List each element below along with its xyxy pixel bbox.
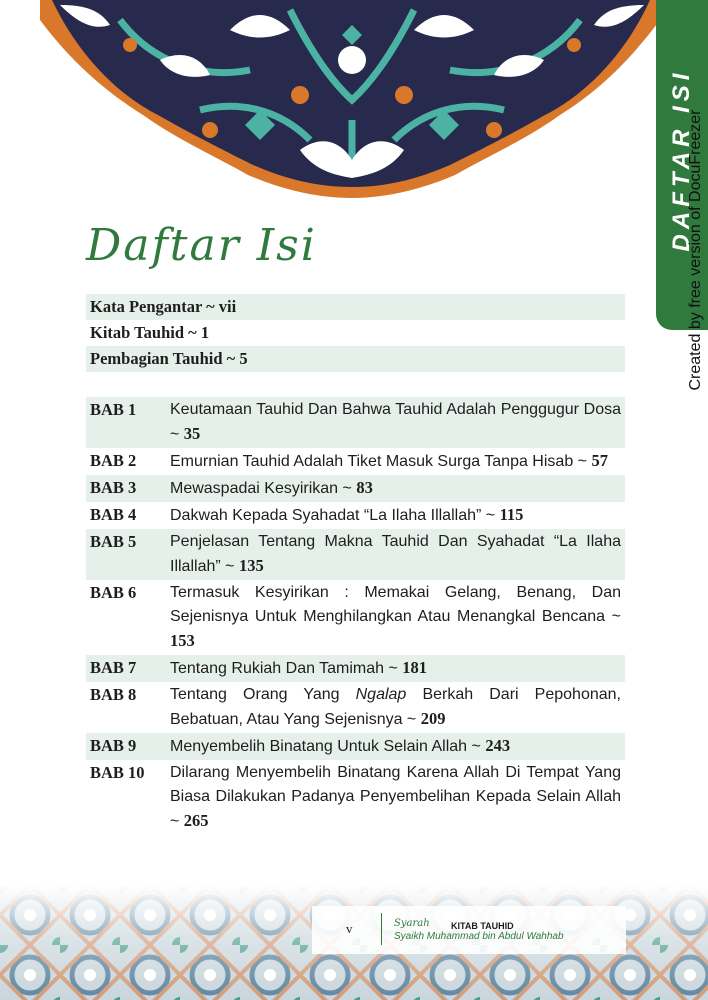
chapter-title: Dakwah Kepada Syahadat “La Ilaha Illallah” ~ 115: [170, 505, 524, 524]
chapter-label: BAB 3: [90, 478, 137, 497]
chapter-label: BAB 2: [90, 451, 137, 470]
chapter-title: Dilarang Menyembelih Binatang Karena Allah Di Tempat Yang Biasa Dilakukan Padanya Penyembelihan Kepada Selain Allah ~ 265: [170, 764, 621, 830]
toc-entry-kitab-tauhid[interactable]: [86, 320, 625, 346]
chapter-title: Termasuk Kesyirikan : Memakai Gelang, Benang, Dan Sejenisnya Untuk Menghilangkan Atau Menangkal Bencana ~ 153: [170, 584, 621, 650]
toc-chapter-bab-1[interactable]: [86, 397, 625, 448]
watermark-text: Created by free version of DocuFreezer: [687, 109, 704, 391]
chapter-label: BAB 10: [90, 763, 145, 782]
toc-entry-kata-pengantar[interactable]: [86, 294, 625, 320]
chapter-label: BAB 1: [90, 400, 137, 419]
toc-entry-pembagian-tauhid[interactable]: [86, 346, 625, 372]
chapter-label: BAB 6: [90, 583, 137, 602]
chapter-page: 115: [499, 505, 524, 524]
footer-divider: [381, 913, 382, 945]
chapter-title: Tentang Orang Yang Ngalap Berkah Dari Pepohonan, Bebatuan, Atau Yang Sejenisnya ~ 209: [170, 686, 621, 728]
toc-chapter-bab-4[interactable]: [86, 502, 625, 529]
chapter-label: BAB 9: [90, 736, 137, 755]
toc-entry-label: Kitab Tauhid ~ 1: [90, 323, 210, 342]
table-of-contents: [86, 294, 625, 835]
chapter-page: 35: [183, 424, 201, 443]
chapter-title: Keutamaan Tauhid Dan Bahwa Tauhid Adalah Penggugur Dosa ~ 35: [170, 401, 621, 443]
footer-author: Syaikh Muhammad bin Abdul Wahhab: [394, 931, 564, 942]
chapter-page: 209: [420, 709, 446, 728]
toc-spacer: [86, 372, 625, 397]
chapter-page: 181: [402, 658, 428, 677]
side-tab-label: DAFTAR ISI: [668, 68, 695, 252]
toc-chapter-bab-6[interactable]: [86, 580, 625, 655]
toc-chapter-bab-2[interactable]: [86, 448, 625, 475]
chapter-page: 243: [485, 736, 511, 755]
footer-book-title: KITAB TAUHID: [451, 921, 514, 931]
toc-entry-label: Pembagian Tauhid ~ 5: [90, 349, 248, 368]
chapter-title: Tentang Rukiah Dan Tamimah ~ 181: [170, 658, 428, 677]
toc-entry-label: Kata Pengantar ~ vii: [90, 297, 237, 316]
footer-brand: Syarah: [394, 918, 430, 929]
chapter-label: BAB 7: [90, 658, 137, 677]
toc-chapter-bab-3[interactable]: [86, 475, 625, 502]
chapter-title: Menyembelih Binatang Untuk Selain Allah ~ 243: [170, 736, 511, 755]
page-heading: Daftar Isi: [86, 220, 317, 271]
chapter-title: Emurnian Tauhid Adalah Tiket Masuk Surga Tanpa Hisab ~ 57: [170, 451, 608, 470]
chapter-page: 135: [238, 556, 264, 575]
chapter-label: BAB 4: [90, 505, 137, 524]
arabesque-ornament-top-icon: [0, 0, 660, 200]
toc-chapter-bab-5[interactable]: [86, 529, 625, 580]
chapter-page: 153: [170, 631, 195, 650]
chapter-title: Mewaspadai Kesyirikan ~ 83: [170, 478, 373, 497]
chapter-label: BAB 8: [90, 685, 137, 704]
page-number: v: [346, 921, 353, 936]
toc-chapter-bab-10[interactable]: [86, 760, 625, 835]
chapter-label: BAB 5: [90, 532, 137, 551]
chapter-page: 83: [356, 478, 373, 497]
toc-chapter-bab-7[interactable]: [86, 655, 625, 682]
chapter-title: Penjelasan Tentang Makna Tauhid Dan Syahadat “La Ilaha Illallah” ~ 135: [170, 533, 621, 575]
chapter-page: 265: [183, 811, 209, 830]
toc-chapter-bab-9[interactable]: [86, 733, 625, 760]
chapter-page: 57: [591, 451, 608, 470]
toc-chapter-bab-8[interactable]: [86, 682, 625, 733]
